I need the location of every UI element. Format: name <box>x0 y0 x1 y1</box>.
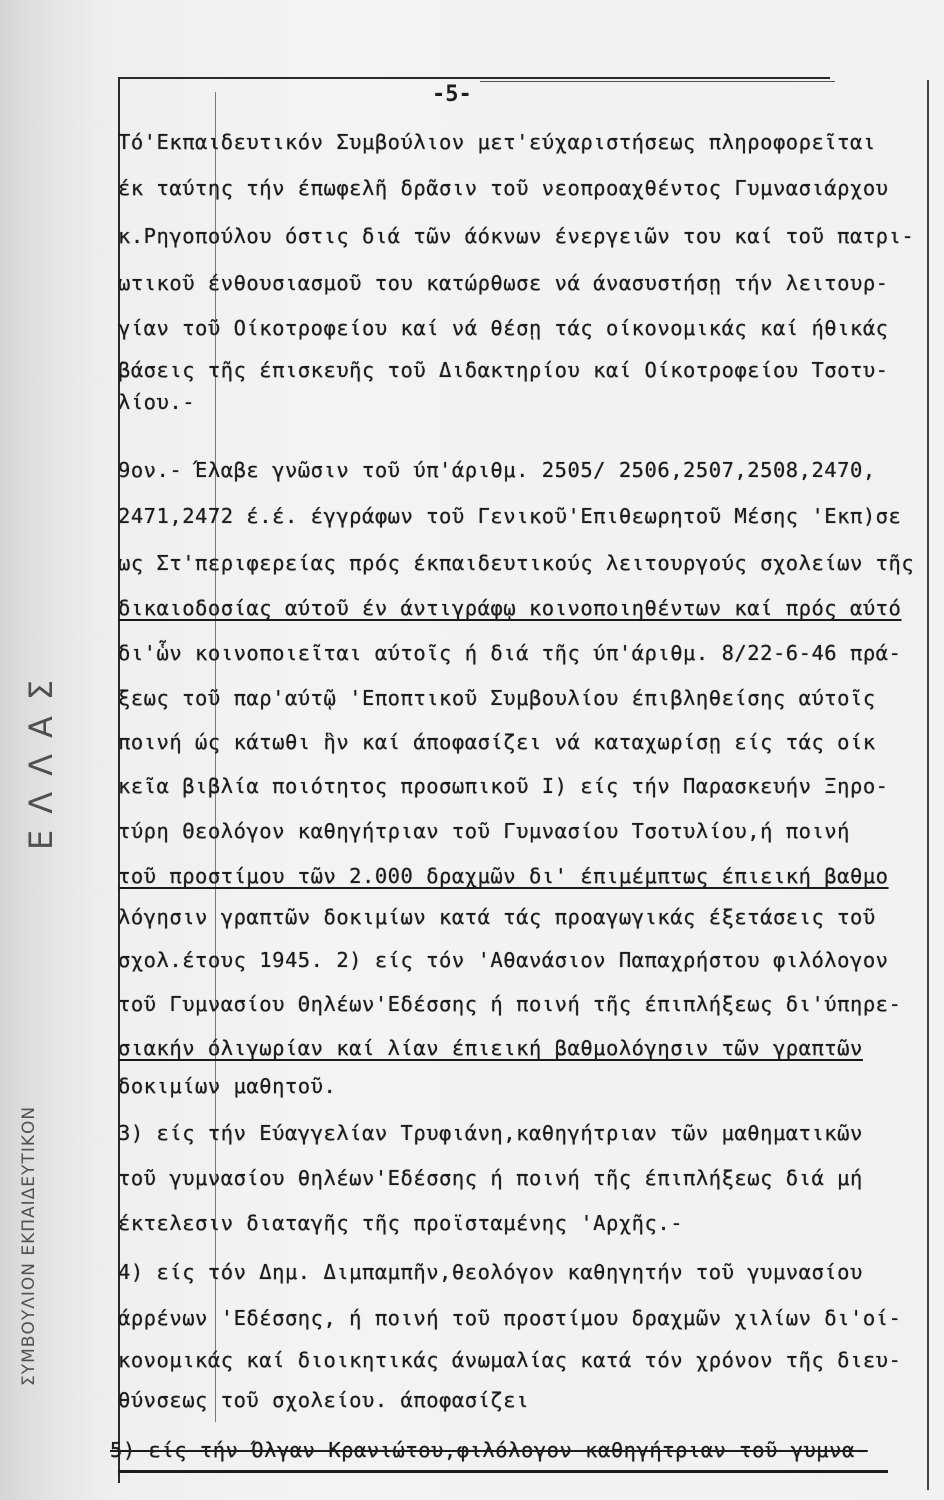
document-line: κονομικάς καί διοικητικάς άνωμαλίας κατά τόν χρόνον τῆς διευ- <box>118 1348 902 1372</box>
document-line: 4) είς τόν Δημ. Διμπαμπῆν,θεολόγον καθηγητήν τοῦ γυμνασίου <box>118 1260 863 1284</box>
document-line: γίαν τοῦ Οίκοτροφείου καί νά θέσῃ τάς οίκονομικάς καί ήθικάς <box>118 316 889 340</box>
document-line: 3) είς τήν Εύαγγελίαν Τρυφιάνη,καθηγήτριαν τῶν μαθηματικῶν <box>118 1121 863 1145</box>
document-line: έκ ταύτης τήν έπωφελῆ δρᾶσιν τοῦ νεοπροαχθέντος Γυμνασιάρχου <box>118 176 889 200</box>
document-line: ως Στ'περιφερείας πρός έκπαιδευτικούς λειτουργούς σχολείων τῆς <box>118 551 915 575</box>
document-line: τοῦ προστίμου τῶν 2.000 δραχμῶν δι' έπιμέμπτως έπιεική βαθμο <box>118 864 889 888</box>
document-line: λίου.- <box>118 390 196 414</box>
document-line: λόγησιν γραπτῶν δοκιμίων κατά τάς προαγωγικάς έξετάσεις τοῦ <box>118 905 876 929</box>
document-line: άρρένων 'Εδέσσης, ή ποινή τοῦ προστίμου δραχμῶν χιλίων δι'οί- <box>118 1306 902 1330</box>
frame-top-rule <box>118 77 830 79</box>
page-number: -5- <box>432 82 472 107</box>
document-line: ωτικοῦ ένθουσιασμοῦ του κατώρθωσε νά άνασυστήσῃ τήν λειτουρ- <box>118 271 889 295</box>
document-line: βάσεις τῆς έπισκευῆς τοῦ Διδακτηρίου καί Οίκοτροφείου Τσοτυ- <box>118 358 889 382</box>
document-line: 5) είς τήν Όλγαν Κρανιώτου,φιλόλογον καθηγήτριαν τοῦ γυμνα- <box>110 1438 868 1462</box>
document-line: έκτελεσιν διαταγῆς τῆς προϊσταμένης 'Αρχῆς.- <box>118 1211 684 1235</box>
document-line: σχολ.έτους 1945. 2) είς τόν 'Αθανάσιον Παπαχρήστου φιλόλογον <box>118 948 889 972</box>
document-line: κεῖα βιβλία ποιότητος προσωπικοῦ Ι) είς τήν Παρασκευήν Ξηρο- <box>118 774 889 798</box>
frame-top-rule-secondary <box>480 81 835 82</box>
document-line: δι'ὧν κοινοποιεῖται αύτοῖς ή διά τῆς ύπ'άριθμ. 8/22-6-46 πρά- <box>118 641 902 665</box>
frame-right-rule <box>927 80 929 1490</box>
document-line: 2471,2472 έ.έ. έγγράφων τοῦ Γενικοῦ'Επιθεωρητοῦ Μέσης 'Εκπ)σε <box>118 504 902 528</box>
document-line: τοῦ γυμνασίου θηλέων'Εδέσσης ή ποινή τῆς έπιπλήξεως διά μή <box>118 1166 863 1190</box>
document-line: δοκιμίων μαθητοῦ. <box>118 1074 337 1098</box>
document-line: 9ον.- Έλαβε γνῶσιν τοῦ ύπ'άριθμ. 2505/ 2506,2507,2508,2470, <box>118 458 876 482</box>
document-line: τύρη Θεολόγον καθηγήτριαν τοῦ Γυμνασίου Τσοτυλίου,ή ποινή <box>118 819 850 843</box>
document-line: ξεως τοῦ παρ'αύτῷ 'Εποπτικοῦ Συμβουλίου έπιβληθείσης αύτοῖς <box>118 686 876 710</box>
margin-stamp-council: ΣΥΜΒΟΥΛΙΟΝ ΕΚΠΑΙΔΕΥΤΙΚΟΝ <box>19 1105 39 1386</box>
frame-bottom-rule <box>118 1470 888 1473</box>
document-line: κ.Ρηγοπούλου όστις διά τῶν άόκνων ένεργειῶν του καί τοῦ πατρι- <box>118 224 915 248</box>
margin-stamp-country: ΕΛΛΑΣ <box>22 663 60 851</box>
document-line: ποινή ώς κάτωθι ἣν καί άποφασίζει νά καταχωρίσῃ είς τάς οίκ <box>118 730 876 754</box>
document-line: τοῦ Γυμνασίου Θηλέων'Εδέσσης ή ποινή τῆς έπιπλήξεως δι'ύπηρε- <box>118 992 902 1016</box>
document-line: θύνσεως τοῦ σχολείου. άποφασίζει <box>118 1388 529 1412</box>
document-line: δικαιοδοσίας αύτοῦ έν άντιγράφῳ κοινοποιηθέντων καί πρός αύτό <box>118 596 902 620</box>
document-line: σιακήν όλιγωρίαν καί λίαν έπιεική βαθμολόγησιν τῶν γραπτῶν <box>118 1036 863 1060</box>
document-line: Τό'Εκπαιδευτικόν Συμβούλιον μετ'εύχαριστήσεως πληροφορεῖται <box>118 130 876 154</box>
